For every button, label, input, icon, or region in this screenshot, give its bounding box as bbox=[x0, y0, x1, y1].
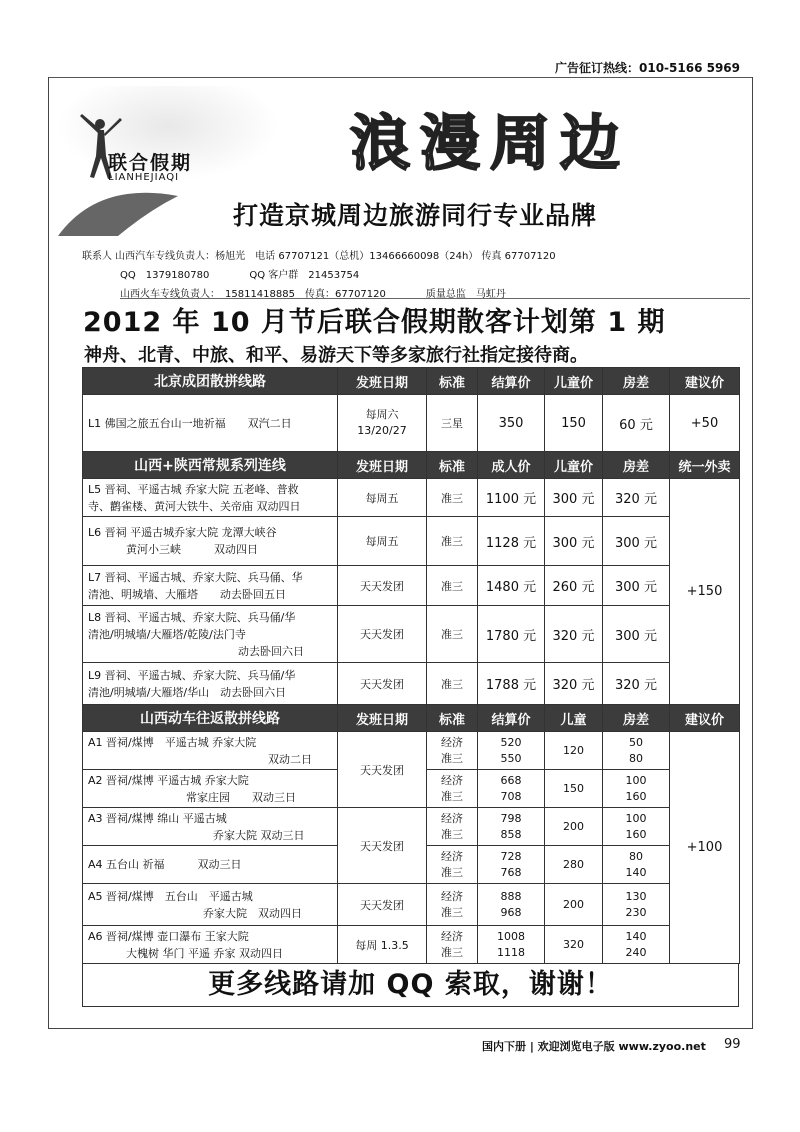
col-child: 儿童价 bbox=[545, 452, 603, 479]
std-sub3: 准三 bbox=[441, 865, 463, 879]
price-a5-economy: 888 bbox=[500, 889, 522, 903]
room-a4-sub3: 140 bbox=[625, 865, 647, 879]
price-l6: 1128 元 bbox=[478, 517, 545, 566]
route-a3-line2: 乔家大院 双动三日 bbox=[213, 828, 305, 842]
col-room: 房差 bbox=[603, 452, 670, 479]
route-l5 bbox=[83, 479, 338, 517]
col-price: 成人价 bbox=[478, 452, 545, 479]
child-l1: 150 bbox=[545, 395, 603, 452]
route-a2-line2: 常家庄园 双动三日 bbox=[186, 790, 296, 804]
route-a6 bbox=[83, 926, 338, 964]
tour-schedule-table bbox=[82, 367, 740, 964]
route-a5 bbox=[83, 884, 338, 926]
route-a4: A4 五台山 祈福 双动三日 bbox=[83, 846, 338, 884]
route-l9-line2: 清池/明城墙/大雁塔/华山 动去卧回六日 bbox=[88, 685, 287, 699]
contact-line-3: 山西火车专线负责人： 15811418885 传真：67707120 质量总监 马虹丹 bbox=[120, 289, 506, 300]
date-a3-a4: 天天发团 bbox=[338, 808, 427, 884]
price-l8: 1780 元 bbox=[478, 606, 545, 663]
date-a1-a2: 天天发团 bbox=[338, 732, 427, 808]
date-l8: 天天发团 bbox=[338, 606, 427, 663]
suggest-l1: +50 bbox=[670, 395, 740, 452]
col-room: 房差 bbox=[603, 368, 670, 395]
route-a1 bbox=[83, 732, 338, 770]
route-a1-line1: A1 晋祠/煤博 平遥古城 乔家大院 bbox=[88, 735, 257, 749]
price-l7: 1480 元 bbox=[478, 566, 545, 606]
price-a1-economy: 520 bbox=[500, 735, 522, 749]
child-l6: 300 元 bbox=[545, 517, 603, 566]
contact-line-2: QQ 1379180780 QQ 客户群 21453754 bbox=[120, 270, 360, 281]
table-row bbox=[83, 808, 740, 846]
table-row bbox=[83, 926, 740, 964]
child-a3: 200 bbox=[545, 808, 603, 846]
col-date: 发班日期 bbox=[338, 368, 427, 395]
col-child: 儿童 bbox=[545, 705, 603, 732]
table-row bbox=[83, 517, 740, 566]
date-l1-days: 每周六 bbox=[365, 408, 399, 421]
section1-header bbox=[83, 368, 740, 395]
col-room: 房差 bbox=[603, 705, 670, 732]
child-l8: 320 元 bbox=[545, 606, 603, 663]
route-a3-line1: A3 晋祠/煤博 绵山 平遥古城 bbox=[88, 811, 227, 825]
price-a2-economy: 668 bbox=[500, 773, 522, 787]
room-a5-sub3: 230 bbox=[625, 905, 647, 919]
room-a5-economy: 130 bbox=[625, 889, 647, 903]
route-a3 bbox=[83, 808, 338, 846]
price-l5: 1100 元 bbox=[478, 479, 545, 517]
col-suggest: 建议价 bbox=[670, 368, 740, 395]
std-sub3: 准三 bbox=[441, 751, 463, 765]
route-l6 bbox=[83, 517, 338, 566]
price-a2 bbox=[478, 770, 545, 808]
child-l9: 320 元 bbox=[545, 663, 603, 705]
price-l9: 1788 元 bbox=[478, 663, 545, 705]
route-a5-line2: 乔家大院 双动四日 bbox=[203, 906, 302, 920]
price-a3-sub3: 858 bbox=[500, 827, 522, 841]
brand-title: 浪漫周边 bbox=[350, 109, 630, 179]
std-sub3: 准三 bbox=[441, 827, 463, 841]
date-l5: 每周五 bbox=[338, 479, 427, 517]
price-a6-economy: 1008 bbox=[497, 929, 525, 943]
route-l8-line2: 清池/明城墙/大雁塔/乾陵/法门寺 bbox=[88, 627, 246, 641]
section3-suggest: +100 bbox=[670, 732, 740, 964]
route-l5-line2: 寺、鹳雀楼、黄河大铁牛、关帝庙 双动四日 bbox=[88, 499, 301, 513]
date-a6: 每周 1.3.5 bbox=[338, 926, 427, 964]
date-l1 bbox=[338, 395, 427, 452]
room-a1-economy: 50 bbox=[629, 735, 643, 749]
more-routes-banner: 更多线路请加 QQ 索取，谢谢！ bbox=[82, 963, 739, 1007]
standard-a1 bbox=[427, 732, 478, 770]
standard-a6 bbox=[427, 926, 478, 964]
price-a5 bbox=[478, 884, 545, 926]
room-l7: 300 元 bbox=[603, 566, 670, 606]
route-l6-line2: 黄河小三峡 双动四日 bbox=[126, 543, 258, 556]
standard-a5 bbox=[427, 884, 478, 926]
logo-swoosh bbox=[58, 193, 178, 236]
date-l9: 天天发团 bbox=[338, 663, 427, 705]
price-a1 bbox=[478, 732, 545, 770]
room-a3-economy: 100 bbox=[625, 811, 647, 825]
room-a4-economy: 80 bbox=[629, 849, 643, 863]
section2-title: 山西+陕西常规系列连线 bbox=[83, 452, 338, 479]
standard-l7: 准三 bbox=[427, 566, 478, 606]
col-child: 儿童价 bbox=[545, 368, 603, 395]
route-l7 bbox=[83, 566, 338, 606]
route-a5-line1: A5 晋祠/煤博 五台山 平遥古城 bbox=[88, 889, 253, 903]
route-a2-line1: A2 晋祠/煤博 平遥古城 乔家大院 bbox=[88, 773, 249, 787]
room-l1: 60 元 bbox=[603, 395, 670, 452]
section3-header bbox=[83, 705, 740, 732]
route-l1: L1 佛国之旅五台山一地祈福 双汽二日 bbox=[83, 395, 338, 452]
price-a5-sub3: 968 bbox=[500, 905, 522, 919]
std-sub3: 准三 bbox=[441, 945, 463, 959]
room-a6 bbox=[603, 926, 670, 964]
std-economy: 经济 bbox=[441, 735, 463, 749]
table-row bbox=[83, 606, 740, 663]
brand-slogan: 打造京城周边旅游同行专业品牌 bbox=[233, 201, 598, 230]
col-date: 发班日期 bbox=[338, 705, 427, 732]
child-l5: 300 元 bbox=[545, 479, 603, 517]
price-a4-economy: 728 bbox=[500, 849, 522, 863]
col-price: 结算价 bbox=[478, 705, 545, 732]
col-suggest: 建议价 bbox=[670, 705, 740, 732]
route-l9-line1: L9 晋祠、平遥古城、乔家大院、兵马俑/华 bbox=[88, 668, 296, 682]
std-economy: 经济 bbox=[441, 773, 463, 787]
route-l6-line1: L6 晋祠 平遥古城乔家大院 龙潭大峡谷 bbox=[88, 526, 277, 539]
standard-l9: 准三 bbox=[427, 663, 478, 705]
standard-l6: 准三 bbox=[427, 517, 478, 566]
col-standard: 标准 bbox=[427, 452, 478, 479]
price-a6 bbox=[478, 926, 545, 964]
room-a4 bbox=[603, 846, 670, 884]
child-l7: 260 元 bbox=[545, 566, 603, 606]
std-sub3: 准三 bbox=[441, 905, 463, 919]
room-a2-sub3: 160 bbox=[625, 789, 647, 803]
std-sub3: 准三 bbox=[441, 789, 463, 803]
table-row bbox=[83, 732, 740, 770]
std-economy: 经济 bbox=[441, 811, 463, 825]
room-a2-economy: 100 bbox=[625, 773, 647, 787]
route-l8-line3: 动去卧回六日 bbox=[238, 644, 304, 658]
price-a1-sub3: 550 bbox=[500, 751, 522, 765]
room-a3 bbox=[603, 808, 670, 846]
route-l8-line1: L8 晋祠、平遥古城、乔家大院、兵马俑/华 bbox=[88, 610, 296, 624]
route-l9 bbox=[83, 663, 338, 705]
standard-a4 bbox=[427, 846, 478, 884]
col-standard: 标准 bbox=[427, 705, 478, 732]
contact-line-1: 联系人 山西汽车专线负责人：杨旭光 电话 67707121（总机）13466660098（24h） 传真 67707120 bbox=[82, 251, 556, 262]
price-a3 bbox=[478, 808, 545, 846]
std-economy: 经济 bbox=[441, 889, 463, 903]
child-a5: 200 bbox=[545, 884, 603, 926]
room-l9: 320 元 bbox=[603, 663, 670, 705]
page-title: 2012 年 10 月节后联合假期散客计划第 1 期 bbox=[83, 307, 666, 338]
child-a2: 150 bbox=[545, 770, 603, 808]
date-l7: 天天发团 bbox=[338, 566, 427, 606]
standard-a3 bbox=[427, 808, 478, 846]
table-row bbox=[83, 479, 740, 517]
route-l7-line1: L7 晋祠、平遥古城、乔家大院、兵马俑、华 bbox=[88, 570, 303, 584]
table-row bbox=[83, 884, 740, 926]
section2-header bbox=[83, 452, 740, 479]
route-a6-line2: 大槐树 华门 平遥 乔家 双动四日 bbox=[126, 946, 283, 960]
child-a1: 120 bbox=[545, 732, 603, 770]
route-l5-line1: L5 晋祠、平遥古城 乔家大院 五老峰、普救 bbox=[88, 482, 299, 496]
footer-text: 国内下册 | 欢迎浏览电子版 www.zyoo.net bbox=[482, 1040, 706, 1053]
route-l7-line2: 清池、明城墙、大雁塔 动去卧回五日 bbox=[88, 587, 286, 601]
date-l6: 每周五 bbox=[338, 517, 427, 566]
table-row bbox=[83, 395, 740, 452]
date-l1-dates: 13/20/27 bbox=[357, 424, 407, 437]
price-a2-sub3: 708 bbox=[500, 789, 522, 803]
section1-title: 北京成团散拼线路 bbox=[83, 368, 338, 395]
room-a3-sub3: 160 bbox=[625, 827, 647, 841]
ad-hotline: 广告征订热线：010-5166 5969 bbox=[555, 61, 741, 75]
date-a5: 天天发团 bbox=[338, 884, 427, 926]
standard-a2 bbox=[427, 770, 478, 808]
room-a6-sub3: 240 bbox=[625, 945, 647, 959]
col-suggest: 统一外卖 bbox=[670, 452, 740, 479]
section3-title: 山西动车往返散拼线路 bbox=[83, 705, 338, 732]
room-a6-economy: 140 bbox=[625, 929, 647, 943]
std-economy: 经济 bbox=[441, 929, 463, 943]
col-standard: 标准 bbox=[427, 368, 478, 395]
price-a6-sub3: 1118 bbox=[497, 945, 525, 959]
logo-english-name: LIANHEJIAQI bbox=[108, 172, 180, 183]
price-a4 bbox=[478, 846, 545, 884]
room-l8: 300 元 bbox=[603, 606, 670, 663]
table-row bbox=[83, 663, 740, 705]
contact-rule bbox=[120, 298, 750, 299]
route-a2 bbox=[83, 770, 338, 808]
child-a4: 280 bbox=[545, 846, 603, 884]
section2-suggest: +150 bbox=[670, 479, 740, 705]
room-l6: 300 元 bbox=[603, 517, 670, 566]
page-number: 99 bbox=[724, 1037, 741, 1052]
room-a1 bbox=[603, 732, 670, 770]
std-economy: 经济 bbox=[441, 849, 463, 863]
standard-l8: 准三 bbox=[427, 606, 478, 663]
room-a2 bbox=[603, 770, 670, 808]
standard-l1: 三星 bbox=[427, 395, 478, 452]
price-a3-economy: 798 bbox=[500, 811, 522, 825]
room-l5: 320 元 bbox=[603, 479, 670, 517]
route-a6-line1: A6 晋祠/煤博 壶口瀑布 王家大院 bbox=[88, 929, 249, 943]
page-subtitle: 神舟、北青、中旅、和平、易游天下等多家旅行社指定接待商。 bbox=[84, 345, 588, 366]
room-a5 bbox=[603, 884, 670, 926]
room-a1-sub3: 80 bbox=[629, 751, 643, 765]
table-row bbox=[83, 566, 740, 606]
col-date: 发班日期 bbox=[338, 452, 427, 479]
route-a1-line2: 双动二日 bbox=[268, 752, 312, 766]
price-l1: 350 bbox=[478, 395, 545, 452]
price-a4-sub3: 768 bbox=[500, 865, 522, 879]
col-price: 结算价 bbox=[478, 368, 545, 395]
standard-l5: 准三 bbox=[427, 479, 478, 517]
route-l8 bbox=[83, 606, 338, 663]
logo-chinese-name: 联合假期 bbox=[108, 152, 193, 174]
child-a6: 320 bbox=[545, 926, 603, 964]
